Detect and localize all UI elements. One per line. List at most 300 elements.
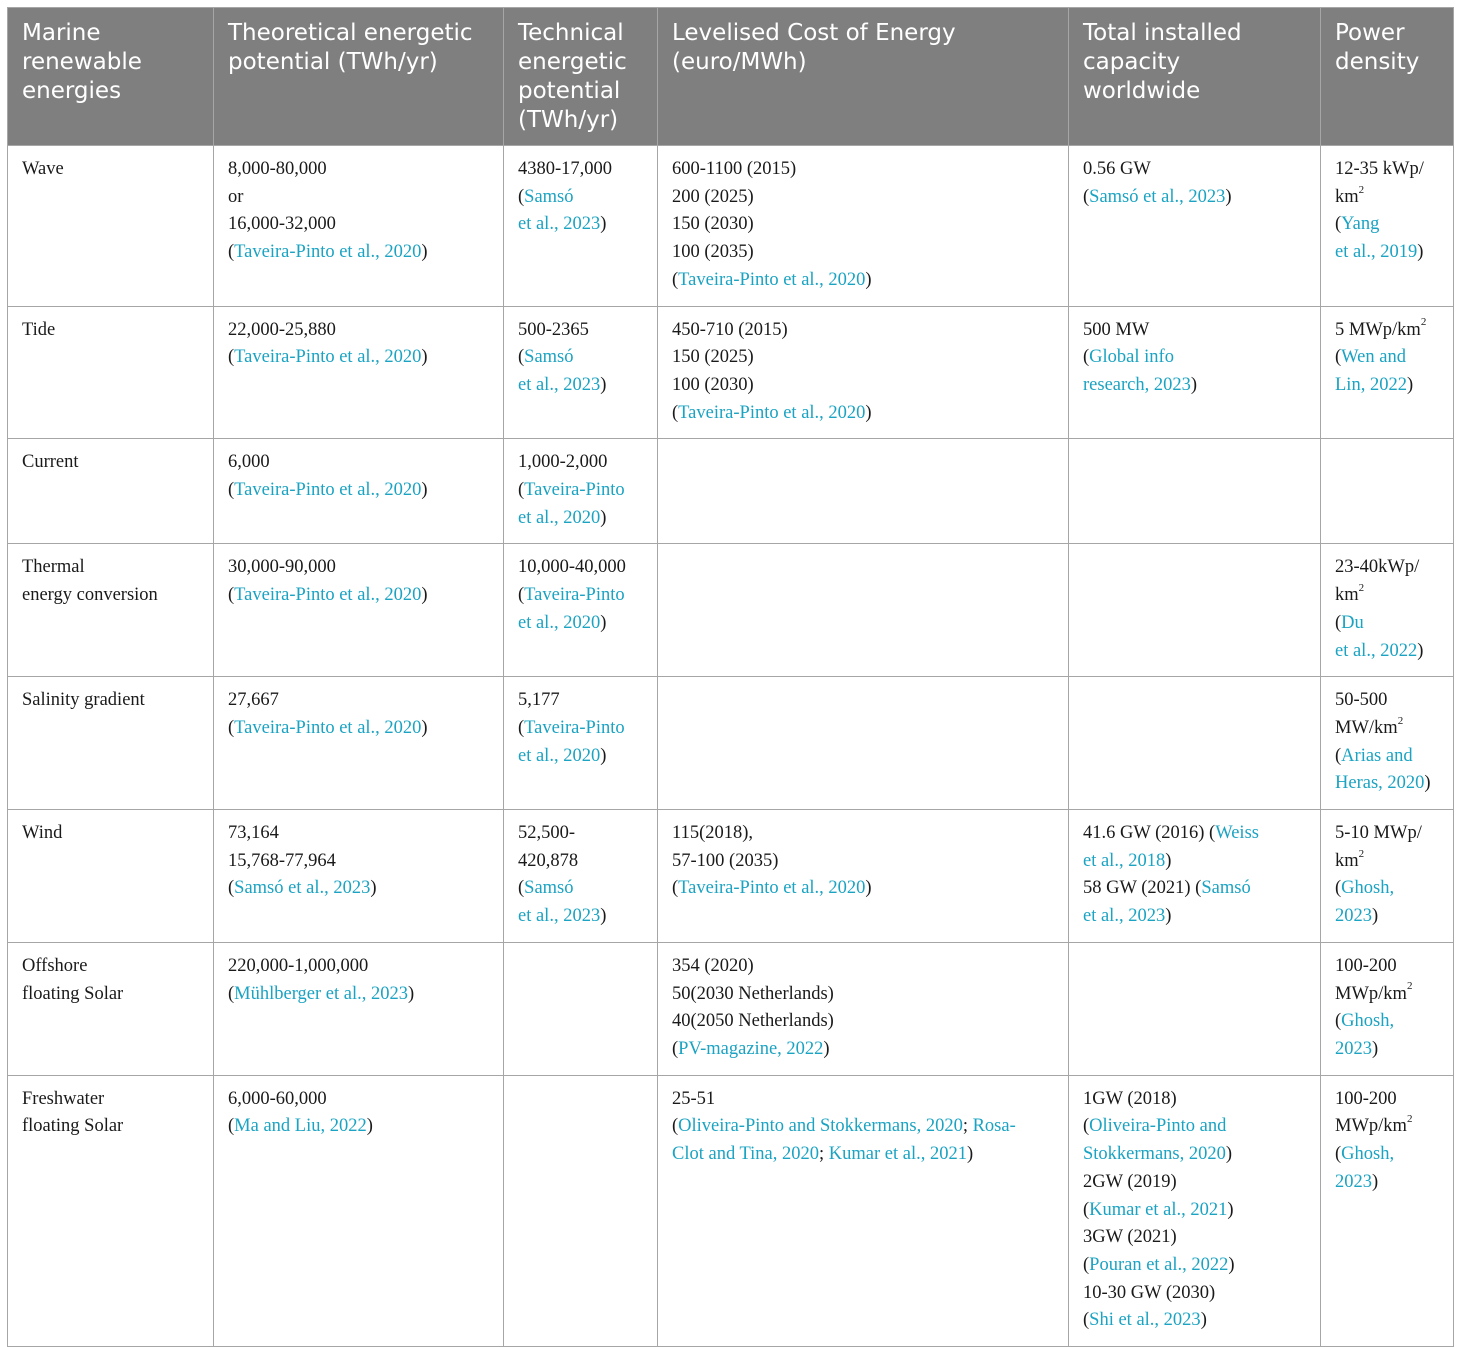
- cell-text: ): [421, 717, 428, 738]
- cell-text: 25-51: [672, 1088, 716, 1109]
- superscript: 2: [1358, 581, 1365, 594]
- cell-text: 52,500-: [518, 823, 576, 844]
- cell-line: [228, 554, 489, 582]
- citation-link[interactable]: et al., 2020: [518, 745, 601, 766]
- cell-text: (: [518, 585, 525, 606]
- cell-text: 115(2018),: [672, 823, 754, 844]
- cell-line: [672, 1086, 1054, 1114]
- citation-link[interactable]: Taveira-Pinto et al., 2020: [234, 585, 422, 606]
- citation-link[interactable]: Oliveira-Pinto and Stokkermans, 2020: [678, 1116, 963, 1137]
- cell-energy-type: [8, 439, 214, 544]
- citation-link[interactable]: Taveira-Pinto: [524, 585, 625, 606]
- cell-text: MWp/km: [1335, 1116, 1407, 1137]
- cell-text: 12-35 kWp/: [1335, 159, 1424, 179]
- cell-text: ): [966, 1144, 974, 1165]
- cell-text: 40(2050 Netherlands): [672, 1011, 834, 1032]
- citation-link[interactable]: Clot and Tina, 2020: [672, 1144, 819, 1165]
- cell-line: [518, 505, 643, 533]
- cell-text: ): [1228, 1254, 1235, 1275]
- citation-link[interactable]: et al., 2023: [518, 214, 601, 235]
- cell-text: 100-200: [1335, 1088, 1397, 1109]
- cell-energy-type: [8, 942, 214, 1075]
- cell-line: [228, 449, 489, 477]
- cell-text: ): [1190, 374, 1198, 395]
- cell-text: 10-30 GW (2030): [1083, 1282, 1216, 1303]
- cell-text: (: [1335, 878, 1342, 899]
- cell-line: [1083, 1113, 1306, 1141]
- citation-link[interactable]: Heras, 2020: [1335, 773, 1425, 794]
- cell-installed-capacity: [1069, 1075, 1321, 1346]
- cell-installed-capacity: [1069, 544, 1321, 677]
- cell-line: [518, 743, 643, 771]
- cell-text: ): [421, 585, 428, 606]
- superscript: 2: [1406, 980, 1413, 993]
- cell-power-density: [1321, 146, 1454, 307]
- cell-line: [672, 1036, 1054, 1064]
- cell-text: ): [1227, 1199, 1234, 1220]
- cell-line: [1335, 953, 1439, 981]
- cell-line: [1083, 156, 1306, 184]
- cell-text: km: [1335, 850, 1359, 871]
- cell-text: (: [1083, 1254, 1090, 1275]
- cell-text: ): [421, 480, 428, 501]
- cell-text: (: [518, 347, 525, 368]
- table-row: [8, 544, 1454, 677]
- cell-energy-type: [8, 306, 214, 439]
- citation-link[interactable]: et al., 2022: [1335, 640, 1418, 661]
- cell-line: [672, 400, 1054, 428]
- cell-text: ): [1372, 906, 1379, 927]
- citation-link[interactable]: Wen and: [1341, 347, 1406, 368]
- header-energy-type: [8, 8, 214, 146]
- energy-type-label: Freshwater: [22, 1088, 105, 1109]
- citation-link[interactable]: Taveira-Pinto et al., 2020: [234, 347, 422, 368]
- cell-line: [672, 317, 1054, 345]
- cell-lcoe: [658, 942, 1069, 1075]
- cell-lcoe: [658, 1075, 1069, 1346]
- cell-line: [1335, 239, 1439, 267]
- cell-text: 0.56 GW: [1083, 159, 1151, 179]
- cell-text: 5-10 MWp/: [1335, 823, 1422, 844]
- cell-text: 450-710 (2015): [672, 319, 788, 340]
- cell-line: [1335, 687, 1439, 715]
- cell-line: [672, 211, 1054, 239]
- header-line: Total installed: [1083, 20, 1242, 46]
- cell-line: [1335, 1036, 1439, 1064]
- citation-link[interactable]: Weiss: [1215, 823, 1259, 844]
- header-line: (TWh/yr): [518, 107, 619, 133]
- header-line: potential (TWh/yr): [228, 49, 438, 75]
- cell-text: (: [1335, 214, 1342, 235]
- citation-link[interactable]: Taveira-Pinto: [524, 717, 625, 738]
- energy-type-label: energy conversion: [22, 585, 158, 606]
- cell-line: [1335, 317, 1439, 345]
- cell-line: [228, 875, 489, 903]
- citation-link[interactable]: research, 2023: [1083, 374, 1191, 395]
- cell-text: ): [865, 878, 872, 899]
- cell-line: [518, 372, 643, 400]
- citation-link[interactable]: et al., 2023: [518, 906, 601, 927]
- citation-link[interactable]: Mühlberger et al., 2023: [234, 983, 408, 1004]
- cell-line: [672, 239, 1054, 267]
- cell-line: [1083, 344, 1306, 372]
- cell-text: km: [1335, 186, 1359, 207]
- cell-line: [228, 344, 489, 372]
- cell-line: [228, 239, 489, 267]
- header-line: energetic: [518, 49, 627, 75]
- superscript: 2: [1358, 847, 1365, 860]
- cell-line: [228, 582, 489, 610]
- cell-installed-capacity: [1069, 677, 1321, 810]
- cell-text: 100 (2035): [672, 242, 754, 263]
- cell-text: (: [1083, 1310, 1090, 1331]
- energy-type-label: Thermal: [22, 557, 85, 578]
- cell-text: ): [1200, 1310, 1207, 1331]
- cell-line: [1335, 184, 1439, 212]
- cell-line: [1335, 638, 1439, 666]
- citation-link[interactable]: PV-magazine, 2022: [678, 1038, 824, 1059]
- cell-line: [518, 554, 643, 582]
- cell-text: 500 MW: [1083, 319, 1150, 340]
- cell-line: [672, 848, 1054, 876]
- cell-line: [1335, 582, 1439, 610]
- cell-line: [518, 715, 643, 743]
- cell-line: [1335, 156, 1439, 184]
- cell-text: ): [1424, 773, 1431, 794]
- cell-technical-potential: [504, 1075, 658, 1346]
- citation-link[interactable]: Taveira-Pinto et al., 2020: [234, 480, 422, 501]
- cell-text: (: [1083, 186, 1090, 207]
- cell-text: 100-200: [1335, 955, 1397, 976]
- cell-technical-potential: [504, 146, 658, 307]
- cell-text: 354 (2020): [672, 955, 754, 976]
- cell-technical-potential: [504, 306, 658, 439]
- header-power-density: [1321, 8, 1454, 146]
- cell-power-density: [1321, 439, 1454, 544]
- cell-line: [672, 156, 1054, 184]
- citation-link[interactable]: Taveira-Pinto et al., 2020: [234, 242, 422, 263]
- cell-text: ): [1417, 242, 1424, 263]
- cell-text: ): [600, 612, 607, 633]
- citation-link[interactable]: et al., 2023: [518, 374, 601, 395]
- cell-text: (: [228, 717, 235, 738]
- cell-text: ): [600, 745, 607, 766]
- header-line: Power: [1335, 20, 1405, 46]
- cell-line: [228, 1113, 489, 1141]
- citation-link[interactable]: Rosa-: [972, 1116, 1016, 1137]
- cell-energy-type: [8, 146, 214, 307]
- cell-text: ): [370, 878, 377, 899]
- cell-line: [1335, 372, 1439, 400]
- table-row: [8, 942, 1454, 1075]
- cell-power-density: [1321, 810, 1454, 943]
- citation-link[interactable]: Shi et al., 2023: [1089, 1310, 1201, 1331]
- citation-link[interactable]: Samsó et al., 2023: [1089, 186, 1226, 207]
- cell-text: (: [1335, 612, 1342, 633]
- cell-text: ): [600, 906, 607, 927]
- citation-link[interactable]: Kumar et al., 2021: [828, 1144, 967, 1165]
- citation-link[interactable]: Ma and Liu, 2022: [234, 1116, 367, 1137]
- cell-text: 57-100 (2035): [672, 850, 779, 871]
- citation-link[interactable]: Samsó: [1201, 878, 1251, 899]
- cell-text: 150 (2030): [672, 214, 754, 235]
- cell-line: [518, 211, 643, 239]
- cell-text: 220,000-1,000,000: [228, 955, 369, 976]
- citation-link[interactable]: Ghosh,: [1341, 878, 1395, 899]
- cell-line: [1335, 344, 1439, 372]
- cell-text: ): [865, 269, 872, 290]
- superscript: 2: [1358, 183, 1365, 196]
- citation-link[interactable]: 2023: [1335, 1171, 1372, 1192]
- cell-text: 10,000-40,000: [518, 557, 626, 578]
- citation-link[interactable]: et al., 2018: [1083, 850, 1166, 871]
- cell-text: 30,000-90,000: [228, 557, 336, 578]
- cell-text: (: [228, 878, 235, 899]
- cell-line: [518, 687, 643, 715]
- cell-text: ): [1165, 850, 1172, 871]
- cell-line: [228, 848, 489, 876]
- cell-line: [1083, 1169, 1306, 1197]
- cell-line: [228, 981, 489, 1009]
- cell-text: (: [518, 480, 525, 501]
- cell-line: [1083, 317, 1306, 345]
- cell-line: [1335, 903, 1439, 931]
- cell-line: [1335, 743, 1439, 771]
- cell-text: (: [672, 878, 679, 899]
- cell-energy-type: [8, 810, 214, 943]
- cell-line: [672, 372, 1054, 400]
- cell-text: 27,667: [228, 690, 279, 711]
- header-line: worldwide: [1083, 78, 1201, 104]
- citation-link[interactable]: Samsó et al., 2023: [234, 878, 371, 899]
- cell-text: or: [228, 186, 244, 207]
- cell-text: ): [421, 242, 428, 263]
- cell-text: ): [408, 983, 415, 1004]
- header-technical-potential: [504, 8, 658, 146]
- energy-type-label: Tide: [22, 319, 56, 340]
- cell-energy-type: [8, 1075, 214, 1346]
- cell-energy-type: [8, 677, 214, 810]
- cell-line: [228, 184, 489, 212]
- table-row: [8, 439, 1454, 544]
- cell-text: (: [672, 1038, 679, 1059]
- cell-line: [1335, 715, 1439, 743]
- cell-line: [518, 156, 643, 184]
- cell-line: [1083, 848, 1306, 876]
- cell-lcoe: [658, 810, 1069, 943]
- cell-text: (: [518, 717, 525, 738]
- cell-installed-capacity: [1069, 306, 1321, 439]
- cell-power-density: [1321, 1075, 1454, 1346]
- cell-text: (: [1083, 347, 1090, 368]
- citation-link[interactable]: Samsó: [524, 878, 574, 899]
- cell-text: ): [421, 347, 428, 368]
- citation-link[interactable]: et al., 2019: [1335, 242, 1418, 263]
- cell-text: 600-1100 (2015): [672, 159, 797, 179]
- cell-line: [1335, 610, 1439, 638]
- citation-link[interactable]: Pouran et al., 2022: [1089, 1254, 1229, 1275]
- cell-text: 1,000-2,000: [518, 452, 608, 473]
- energy-type-label: Current: [22, 452, 79, 473]
- cell-text: ): [1165, 906, 1172, 927]
- citation-link[interactable]: Samsó: [524, 347, 574, 368]
- citation-link[interactable]: 2023: [1335, 1038, 1372, 1059]
- cell-text: ): [1372, 1171, 1379, 1192]
- energy-type-label: floating Solar: [22, 983, 124, 1004]
- cell-line: [1083, 1307, 1306, 1335]
- cell-text: 41.6 GW (2016) (: [1083, 823, 1216, 844]
- cell-text: (: [1083, 1116, 1090, 1137]
- citation-link[interactable]: et al., 2020: [518, 612, 601, 633]
- cell-line: [1335, 211, 1439, 239]
- cell-line: [672, 1008, 1054, 1036]
- cell-line: [672, 344, 1054, 372]
- cell-text: 50-500: [1335, 690, 1388, 711]
- cell-line: [1083, 1224, 1306, 1252]
- energy-type-label: Wind: [22, 823, 63, 844]
- cell-line: [228, 211, 489, 239]
- table-row: [8, 677, 1454, 810]
- citation-link[interactable]: Taveira-Pinto et al., 2020: [678, 269, 866, 290]
- cell-text: (: [672, 402, 679, 423]
- cell-energy-type: [8, 544, 214, 677]
- cell-line: [1335, 848, 1439, 876]
- cell-theoretical-potential: [214, 677, 504, 810]
- cell-installed-capacity: [1069, 146, 1321, 307]
- cell-text: (: [1335, 347, 1342, 368]
- citation-link[interactable]: Samsó: [524, 186, 574, 207]
- cell-text: 420,878: [518, 850, 579, 871]
- citation-link[interactable]: Ghosh,: [1341, 1011, 1395, 1032]
- citation-link[interactable]: Taveira-Pinto et al., 2020: [678, 402, 866, 423]
- cell-theoretical-potential: [214, 1075, 504, 1346]
- cell-line: [228, 953, 489, 981]
- cell-technical-potential: [504, 810, 658, 943]
- cell-text: ;: [962, 1116, 973, 1137]
- cell-line: [1335, 981, 1439, 1009]
- citation-link[interactable]: Du: [1341, 612, 1364, 633]
- cell-theoretical-potential: [214, 306, 504, 439]
- cell-line: [1083, 875, 1306, 903]
- cell-text: (: [228, 1116, 235, 1137]
- cell-line: [228, 687, 489, 715]
- cell-text: 2GW (2019): [1083, 1171, 1177, 1192]
- header-installed-capacity: [1069, 8, 1321, 146]
- cell-power-density: [1321, 306, 1454, 439]
- energy-type-label: Salinity gradient: [22, 690, 145, 711]
- citation-link[interactable]: et al., 2023: [1083, 906, 1166, 927]
- cell-line: [1335, 1141, 1439, 1169]
- cell-text: ): [1225, 1144, 1233, 1165]
- cell-lcoe: [658, 146, 1069, 307]
- citation-link[interactable]: Taveira-Pinto et al., 2020: [234, 717, 422, 738]
- cell-text: 16,000-32,000: [228, 214, 336, 235]
- cell-text: MWp/km: [1335, 983, 1407, 1004]
- cell-lcoe: [658, 306, 1069, 439]
- cell-line: [518, 184, 643, 212]
- cell-line: [672, 1113, 1054, 1141]
- cell-theoretical-potential: [214, 544, 504, 677]
- header-line: Levelised Cost of Energy: [672, 20, 956, 46]
- cell-text: 100 (2030): [672, 374, 754, 395]
- cell-text: (: [1335, 1144, 1342, 1165]
- cell-text: (: [1335, 1011, 1342, 1032]
- cell-line: [518, 344, 643, 372]
- cell-line: [518, 875, 643, 903]
- header-line: Technical: [518, 20, 624, 46]
- header-line: Theoretical energetic: [228, 20, 473, 46]
- citation-link[interactable]: Kumar et al., 2021: [1089, 1199, 1228, 1220]
- header-line: capacity: [1083, 49, 1181, 75]
- header-line: (euro/MWh): [672, 49, 807, 75]
- cell-text: (: [518, 186, 525, 207]
- header-line: potential: [518, 78, 621, 104]
- citation-link[interactable]: 2023: [1335, 906, 1372, 927]
- citation-link[interactable]: Lin, 2022: [1335, 374, 1407, 395]
- cell-line: [672, 1141, 1054, 1169]
- cell-text: (: [228, 347, 235, 368]
- cell-text: 1GW (2018): [1083, 1088, 1177, 1109]
- cell-text: 58 GW (2021) (: [1083, 878, 1202, 899]
- citation-link[interactable]: Arias and: [1341, 745, 1413, 766]
- cell-text: (: [228, 983, 235, 1004]
- citation-link[interactable]: Oliveira-Pinto and: [1089, 1116, 1227, 1137]
- cell-text: 6,000: [228, 452, 270, 473]
- cell-text: ): [600, 214, 607, 235]
- cell-line: [672, 184, 1054, 212]
- citation-link[interactable]: Taveira-Pinto et al., 2020: [678, 878, 866, 899]
- cell-text: 6,000-60,000: [228, 1088, 327, 1109]
- cell-line: [518, 449, 643, 477]
- cell-line: [1083, 1280, 1306, 1308]
- citation-link[interactable]: Taveira-Pinto: [524, 480, 625, 501]
- cell-line: [1083, 1252, 1306, 1280]
- cell-line: [228, 317, 489, 345]
- cell-line: [1335, 875, 1439, 903]
- cell-text: 15,768-77,964: [228, 850, 336, 871]
- cell-line: [672, 820, 1054, 848]
- cell-text: ): [366, 1116, 373, 1137]
- cell-line: [1083, 1141, 1306, 1169]
- citation-link[interactable]: et al., 2020: [518, 507, 601, 528]
- cell-text: 22,000-25,880: [228, 319, 336, 340]
- table-row: [8, 146, 1454, 307]
- cell-text: 23-40kWp/: [1335, 557, 1420, 578]
- cell-text: 50(2030 Netherlands): [672, 983, 834, 1004]
- cell-line: [672, 953, 1054, 981]
- table-header: [8, 8, 1454, 146]
- cell-technical-potential: [504, 942, 658, 1075]
- citation-link[interactable]: Global info: [1089, 347, 1174, 368]
- header-line: renewable: [22, 49, 142, 75]
- superscript: 2: [1420, 316, 1427, 329]
- cell-line: [672, 875, 1054, 903]
- cell-text: 73,164: [228, 823, 279, 844]
- citation-link[interactable]: Stokkermans, 2020: [1083, 1144, 1226, 1165]
- cell-line: [1335, 820, 1439, 848]
- cell-line: [518, 582, 643, 610]
- cell-text: 150 (2025): [672, 347, 754, 368]
- cell-line: [1083, 372, 1306, 400]
- cell-line: [1335, 1086, 1439, 1114]
- cell-line: [1083, 1086, 1306, 1114]
- citation-link[interactable]: Yang: [1341, 214, 1380, 235]
- cell-line: [1335, 554, 1439, 582]
- cell-text: ): [1417, 640, 1424, 661]
- cell-text: 200 (2025): [672, 186, 754, 207]
- citation-link[interactable]: Ghosh,: [1341, 1144, 1395, 1165]
- cell-line: [1335, 770, 1439, 798]
